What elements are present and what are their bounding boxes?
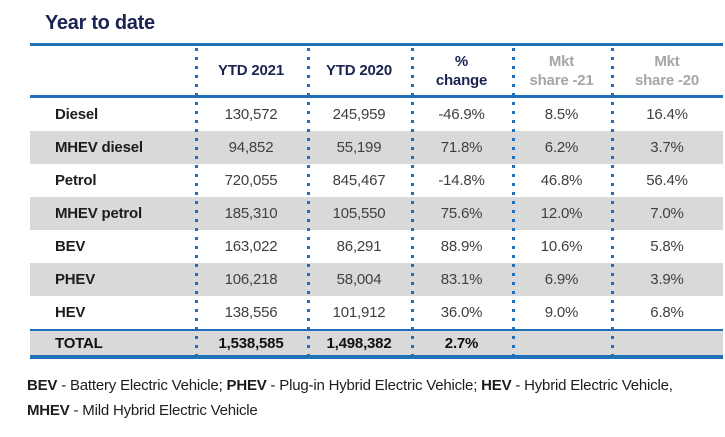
header-mkt-share-21 — [512, 52, 611, 90]
cell-ytd-2020: 245,959 — [332, 106, 386, 123]
cell-mkt-share-21: 46.8% — [540, 172, 583, 189]
cell-percent-change: 36.0% — [440, 304, 483, 321]
cell-mkt-share-21: 9.0% — [544, 304, 579, 321]
cell-mkt-share-20: 3.7% — [650, 139, 684, 156]
header-mkt-share-21-line2: share -21 — [529, 71, 594, 89]
cell-mkt-share-20: 6.8% — [650, 304, 684, 321]
cell-mkt-share-21: 8.5% — [544, 106, 579, 123]
cell-ytd-2021: 138,556 — [224, 304, 278, 321]
legend-def-bev: - Battery Electric Vehicle; — [57, 377, 227, 394]
header-ytd-2021: YTD 2021 — [218, 62, 284, 79]
legend-def-phev: - Plug-in Hybrid Electric Vehicle; — [266, 377, 482, 394]
cell-ytd-2020: 86,291 — [336, 238, 382, 255]
cell-percent-change: 75.6% — [440, 205, 483, 222]
table-header-row — [30, 46, 723, 98]
cell-percent-change: -46.9% — [438, 106, 485, 123]
legend-abbr-phev: PHEV — [226, 377, 267, 394]
cell-ytd-2021: 106,218 — [224, 271, 278, 288]
table-row-hev — [30, 296, 723, 329]
cell-mkt-share-20: 5.8% — [650, 238, 684, 255]
cell-ytd-2020: 55,199 — [336, 139, 382, 156]
legend-def-hev: - Hybrid Electric Vehicle, — [511, 377, 673, 394]
cell-mkt-share-20: 16.4% — [646, 106, 688, 123]
row-label: PHEV — [55, 271, 96, 288]
cell-mkt-share-20: 7.0% — [650, 205, 684, 222]
row-label: Petrol — [55, 172, 97, 189]
table-row-mhev-diesel — [30, 131, 723, 164]
cell-mkt-share-21: 6.2% — [544, 139, 579, 156]
cell-percent-change: 88.9% — [440, 238, 483, 255]
cell-total-ytd-2020: 1,498,382 — [326, 334, 392, 352]
header-mkt-share-20-line2: share -20 — [634, 71, 700, 89]
cell-percent-change: -14.8% — [438, 172, 485, 189]
row-label: MHEV petrol — [55, 205, 142, 222]
legend-abbr-bev: BEV — [27, 377, 58, 394]
cell-mkt-share-20: 3.9% — [650, 271, 684, 288]
header-percent-change-line2: change — [435, 71, 488, 89]
cell-mkt-share-20: 56.4% — [646, 172, 688, 189]
legend-abbr-mhev: MHEV — [27, 402, 70, 419]
table-row-phev — [30, 263, 723, 296]
abbreviation-legend — [27, 373, 695, 423]
legend-abbr-hev: HEV — [481, 377, 512, 394]
cell-percent-change: 71.8% — [440, 139, 483, 156]
page-title: Year to date — [45, 12, 155, 34]
cell-total-percent-change: 2.7% — [444, 334, 479, 352]
table-row-bev — [30, 230, 723, 263]
row-label: MHEV diesel — [55, 139, 143, 156]
cell-ytd-2020: 101,912 — [332, 304, 386, 321]
cell-ytd-2020: 105,550 — [332, 205, 386, 222]
cell-mkt-share-21: 12.0% — [540, 205, 583, 222]
header-mkt-share-20 — [611, 52, 723, 90]
cell-ytd-2020: 845,467 — [332, 172, 386, 189]
row-label: Diesel — [55, 106, 98, 123]
table-row-mhev-petrol — [30, 197, 723, 230]
header-mkt-share-21-line1: Mkt — [548, 52, 575, 70]
cell-ytd-2021: 94,852 — [228, 139, 274, 156]
header-percent-change-line1: % — [454, 52, 469, 70]
cell-total-ytd-2021: 1,538,585 — [218, 334, 284, 352]
legend-item-bev — [27, 377, 227, 394]
legend-item-hev — [481, 377, 673, 394]
cell-ytd-2021: 185,310 — [224, 205, 278, 222]
header-percent-change — [411, 52, 512, 90]
cell-mkt-share-21: 10.6% — [540, 238, 583, 255]
cell-ytd-2020: 58,004 — [336, 271, 382, 288]
row-label: BEV — [55, 238, 86, 255]
registrations-table — [30, 43, 723, 359]
cell-percent-change: 83.1% — [440, 271, 483, 288]
cell-ytd-2021: 130,572 — [224, 106, 278, 123]
header-mkt-share-20-line1: Mkt — [654, 52, 680, 70]
legend-item-mhev — [27, 402, 258, 419]
cell-mkt-share-21: 6.9% — [544, 271, 579, 288]
table-row-petrol — [30, 164, 723, 197]
header-ytd-2020: YTD 2020 — [326, 62, 392, 79]
legend-def-mhev: - Mild Hybrid Electric Vehicle — [69, 402, 258, 419]
table-row-total — [30, 329, 723, 359]
table-row-diesel — [30, 98, 723, 131]
cell-ytd-2021: 163,022 — [224, 238, 278, 255]
legend-item-phev — [227, 377, 482, 394]
row-label: HEV — [55, 304, 86, 321]
cell-ytd-2021: 720,055 — [224, 172, 278, 189]
row-label-total: TOTAL — [55, 334, 103, 352]
